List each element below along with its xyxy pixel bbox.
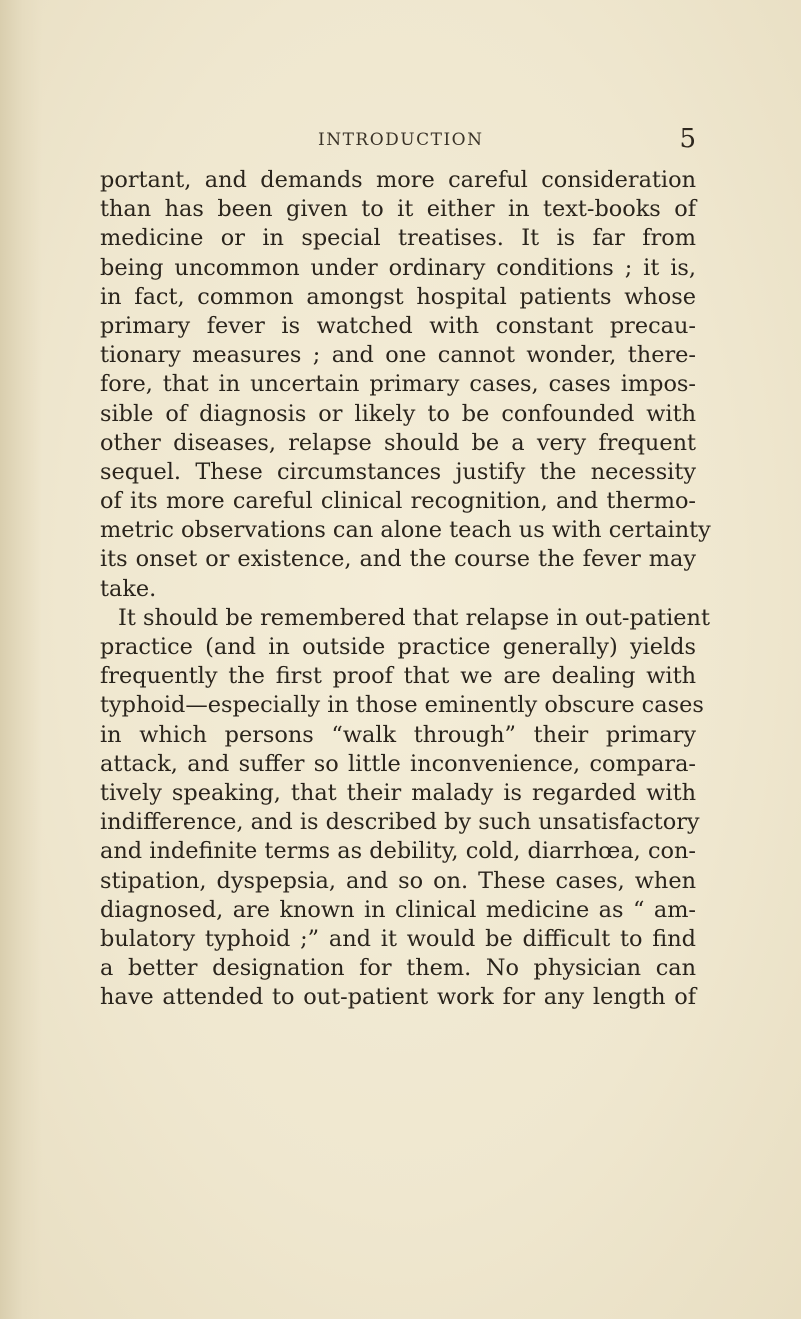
text-line: have attended to out-patient work for any length of — [100, 984, 696, 1011]
text-line: attack, and suffer so little inconvenience, compara- — [100, 750, 696, 777]
text-line: typhoid—especially in those eminently obscure cases — [100, 692, 704, 719]
text-line: its onset or existence, and the course the fever may — [100, 546, 696, 573]
text-line: in which persons “walk through” their primary — [100, 721, 696, 748]
text-line: practice (and in outside practice generally) yields — [100, 634, 696, 660]
text-line: sible of diagnosis or likely to be confounded with — [100, 400, 696, 427]
text-line: other diseases, relapse should be a very frequent — [100, 429, 696, 456]
running-title: INTRODUCTION — [318, 130, 484, 150]
text-line: bulatory typhoid ;” and it would be difficult to find — [100, 925, 696, 952]
text-line: primary fever is watched with constant precau- — [100, 312, 696, 339]
text-line: It should be remembered that relapse in out-patient — [118, 604, 710, 631]
text-line: a better designation for them. No physician can — [100, 955, 696, 982]
text-line: in fact, common amongst hospital patients whose — [100, 283, 696, 310]
text-line: and indefinite terms as debility, cold, diarrhœa, con- — [100, 838, 696, 865]
text-line: fore, that in uncertain primary cases, cases impos- — [100, 371, 696, 398]
text-line: take. — [100, 575, 157, 602]
text-line: indifference, and is described by such unsatisfactory — [100, 809, 700, 836]
text-line: portant, and demands more careful consideration — [100, 167, 696, 193]
text-line: diagnosed, are known in clinical medicine as “ am- — [100, 896, 696, 923]
page-header — [100, 124, 696, 160]
binding-shadow — [0, 0, 42, 1319]
text-line: frequently the first proof that we are dealing with — [100, 663, 696, 690]
text-line: tionary measures ; and one cannot wonder, there- — [100, 342, 696, 369]
text-line: metric observations can alone teach us with certainty — [100, 517, 711, 544]
page-number: 5 — [679, 124, 696, 154]
text-line: medicine or in special treatises. It is far from — [100, 225, 696, 252]
text-line: tively speaking, that their malady is regarded with — [100, 779, 696, 806]
text-line: than has been given to it either in text-books of — [100, 196, 696, 223]
body-text — [100, 166, 711, 1012]
text-line: stipation, dyspepsia, and so on. These cases, when — [100, 867, 696, 894]
text-line: being uncommon under ordinary conditions ; it is, — [100, 254, 696, 281]
text-line: of its more careful clinical recognition, and thermo- — [100, 488, 696, 515]
text-line: sequel. These circumstances justify the necessity — [100, 458, 696, 485]
